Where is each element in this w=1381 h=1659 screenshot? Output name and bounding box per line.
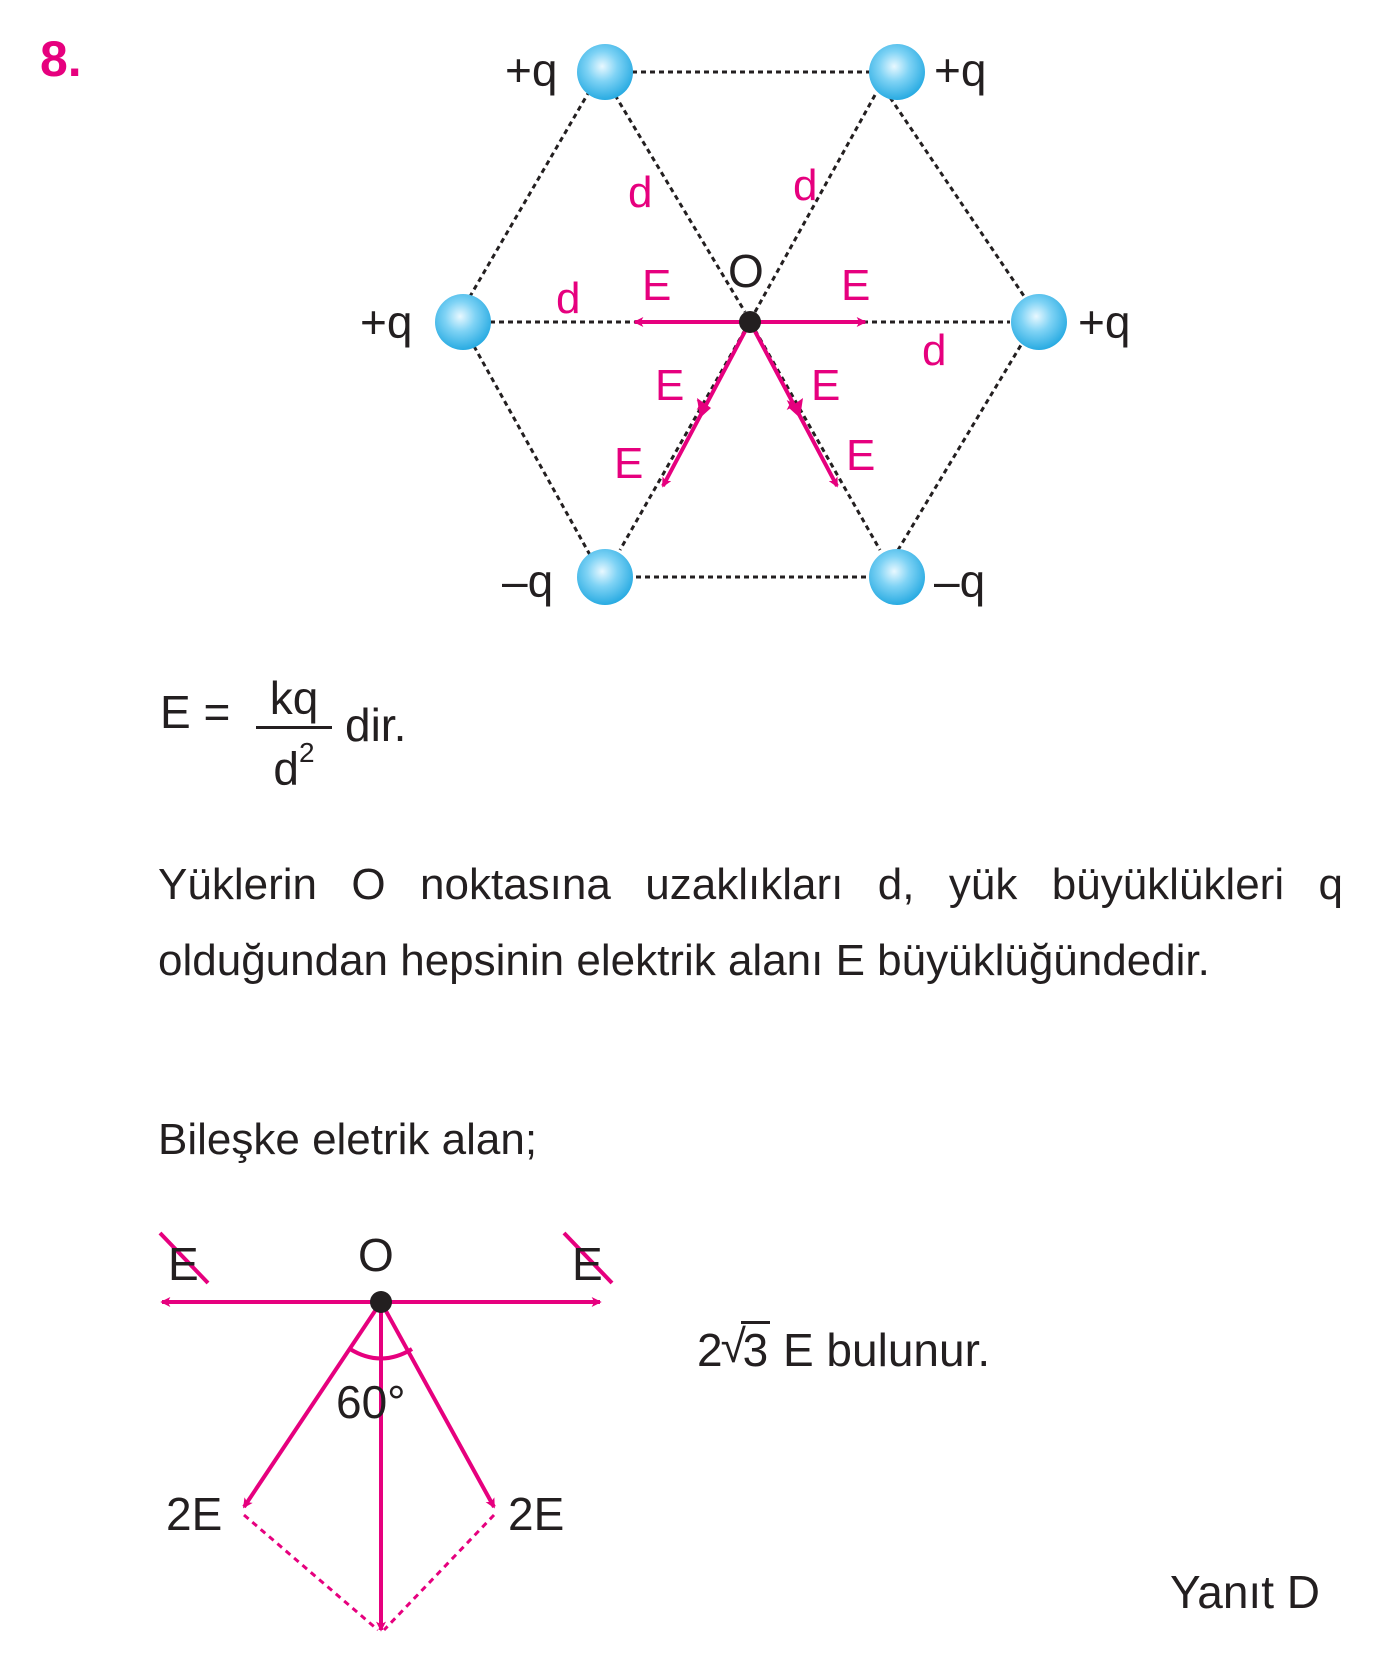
charge-ball-right xyxy=(1011,294,1067,350)
center-point-o xyxy=(739,311,761,333)
angle-label: 60° xyxy=(336,1376,406,1428)
charge-ball-left xyxy=(435,294,491,350)
charge-label: +q xyxy=(1078,296,1131,348)
parallelogram-left xyxy=(244,1515,378,1630)
field-label: E xyxy=(614,439,644,488)
formula-denominator: d xyxy=(273,742,299,795)
resultant-center-label: O xyxy=(358,1229,394,1281)
charge-ball-top-right xyxy=(869,44,925,100)
hex-edge-lower-left xyxy=(465,330,590,555)
field-label: E xyxy=(841,261,871,310)
formula-numerator: kq xyxy=(269,672,319,724)
resultant-diagram xyxy=(160,1233,612,1630)
fraction-bar xyxy=(256,726,332,729)
charge-label: –q xyxy=(502,555,554,607)
radical-sign: √ xyxy=(720,1320,746,1372)
charge-ball-bottom-left xyxy=(577,549,633,605)
result-radicand: 3 xyxy=(741,1321,771,1376)
distance-label: d xyxy=(556,274,581,323)
field-label: E xyxy=(655,361,685,410)
field-label: E xyxy=(642,261,672,310)
distance-label: d xyxy=(628,168,653,217)
result-coefficient: 2 xyxy=(697,1324,723,1376)
center-label-o: O xyxy=(728,245,764,297)
component-label: 2E xyxy=(166,1488,223,1540)
hex-edge-upper-right xyxy=(885,90,1030,305)
parallelogram-right xyxy=(384,1515,494,1630)
hex-edge-upper-left xyxy=(465,90,590,305)
formula-suffix: dir. xyxy=(345,699,407,751)
distance-label: d xyxy=(793,161,818,210)
formula-denominator-wrap xyxy=(256,733,332,794)
cancelled-label: E xyxy=(572,1238,603,1290)
result-suffix: E bulunur. xyxy=(770,1324,991,1376)
answer-label: Yanıt D xyxy=(1170,1566,1320,1618)
charge-label: +q xyxy=(360,296,413,348)
charge-label: +q xyxy=(505,44,558,96)
field-label: E xyxy=(846,431,876,480)
question-number: 8. xyxy=(40,31,82,87)
resultant-center-point xyxy=(370,1291,392,1313)
charge-ball-bottom-right xyxy=(869,549,925,605)
sqrt-expression xyxy=(720,1320,771,1377)
charge-ball-top-left xyxy=(577,44,633,100)
formula-lhs: E = xyxy=(160,686,231,738)
charge-label: –q xyxy=(934,555,986,607)
formula-fraction xyxy=(256,672,332,794)
bileske-heading: Bileşke eletrik alan; xyxy=(158,1115,538,1164)
hex-edge-lower-right xyxy=(895,330,1030,555)
result-text xyxy=(697,1320,991,1377)
charge-label: +q xyxy=(934,44,987,96)
distance-label: d xyxy=(922,326,947,375)
cancelled-label: E xyxy=(168,1238,199,1290)
field-label: E xyxy=(811,361,841,410)
explanation-paragraph: Yüklerin O noktasına uzaklıkları d, yük büyüklükleri q olduğundan hepsinin elektrik alanı E büyüklüğündedir. xyxy=(158,860,1343,985)
formula-exponent: 2 xyxy=(299,737,315,768)
component-label: 2E xyxy=(508,1488,565,1540)
